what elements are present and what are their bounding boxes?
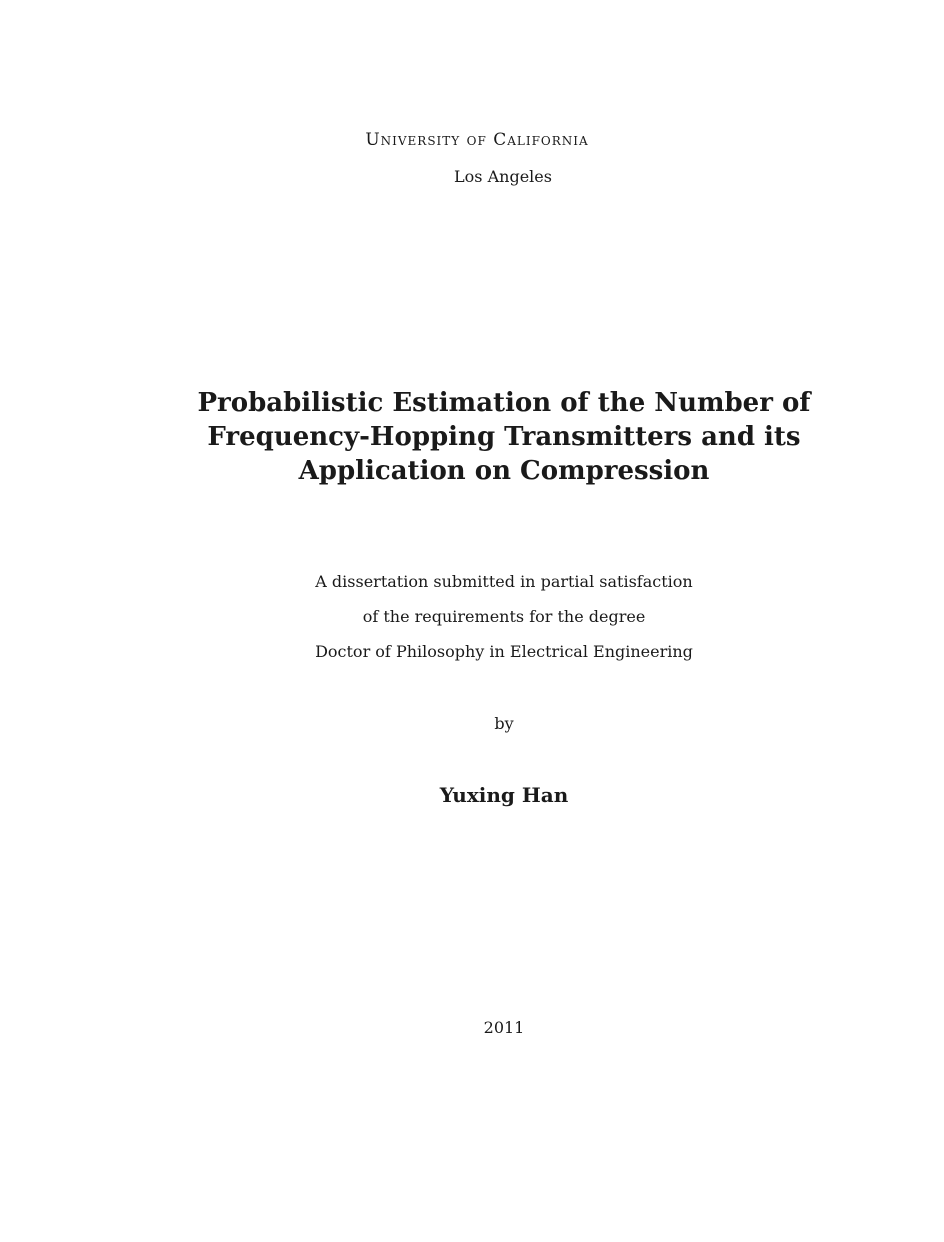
author-name: Yuxing Han (439, 783, 569, 807)
university-name: University of California (365, 130, 589, 150)
campus-name: Los Angeles (454, 167, 552, 186)
dissertation-title-line-3: Application on Compression (298, 456, 710, 486)
dissertation-title-line-2: Frequency-Hopping Transmitters and its (207, 422, 801, 452)
degree-statement-line-1: A dissertation submitted in partial satisfaction (315, 572, 693, 591)
by-label: by (494, 714, 514, 733)
dissertation-title-line-1: Probabilistic Estimation of the Number of (197, 388, 811, 418)
degree-statement-line-2: of the requirements for the degree (362, 607, 646, 626)
degree-statement-line-3: Doctor of Philosophy in Electrical Engineering (315, 642, 693, 661)
publication-year: 2011 (483, 1018, 525, 1037)
